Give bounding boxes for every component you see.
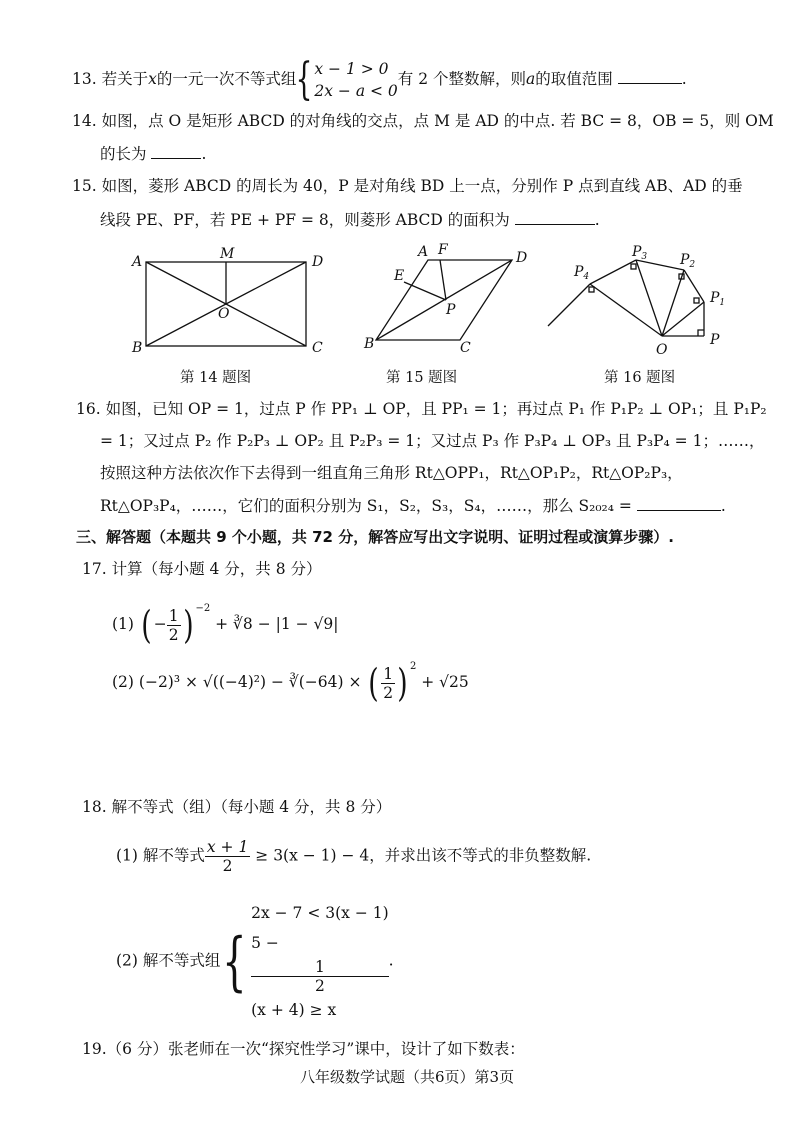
- fig16-label-P: P: [710, 332, 720, 348]
- fig16-label-P3: $P_3$: [632, 244, 648, 262]
- q17-header: 17. 计算（每小题 4 分，共 8 分）: [82, 560, 322, 578]
- fig14-label-D: D: [312, 254, 324, 270]
- section-3-title: 三、解答题（本题共 9 个小题，共 72 分，解答应写出文字说明、证明过程或演算步骤）.: [76, 528, 674, 546]
- fig14-caption: 第 14 题图: [180, 370, 252, 386]
- q17-part2: (2) (−2)³ × √((−4)²) − ∛(−64) × ( $\frac{1}{2}$ ) $^2$ + √25: [112, 661, 469, 705]
- fig15-label-F: F: [438, 242, 448, 258]
- q16-answer-blank: [637, 494, 721, 511]
- fig15-label-C: C: [460, 340, 471, 356]
- q18-system: 2x − 7 < 3(x − 1) 5 − 1 2 (x + 4) ≥ x: [251, 904, 389, 1019]
- fig15-label-B: B: [364, 336, 375, 352]
- fig14-label-C: C: [312, 340, 323, 356]
- fig14-label-M: M: [220, 246, 235, 262]
- q13-system: x − 1 > 0 2x − a < 0: [314, 60, 398, 100]
- figure-14: [146, 262, 306, 346]
- figure-16: [548, 260, 704, 336]
- page-footer: 八年级数学试题（共6页）第3页: [300, 1068, 515, 1086]
- fig14-label-B: B: [132, 340, 143, 356]
- q14-line2: 的长为 .: [100, 142, 206, 165]
- fig15-caption: 第 15 题图: [386, 370, 458, 386]
- q15-answer-blank: [515, 208, 595, 225]
- q18-header: 18. 解不等式（组）（每小题 4 分，共 8 分）: [82, 798, 392, 816]
- fig16-label-O: O: [656, 342, 668, 358]
- fig16-label-P4: $P_4$: [574, 264, 590, 282]
- q14-answer-blank: [151, 142, 201, 159]
- fig14-label-A: A: [132, 254, 143, 270]
- q16-line3: 按照这种方法依次作下去得到一组直角三角形 Rt△OPP₁，Rt△OP₁P₂，Rt△OP₂P₃，: [100, 464, 683, 482]
- q18-part1: (1) 解不等式 $\frac{x + 1}{2}$ ≥ 3(x − 1) − 4，并求出该不等式的非负整数解.: [116, 838, 592, 875]
- fig15-label-E: E: [394, 268, 405, 284]
- q16-line4: Rt△OP₃P₄，……，它们的面积分别为 S₁，S₂，S₃，S₄，……，那么 S₂₀₂₄ = .: [100, 494, 726, 517]
- q19: 19.（6 分）张老师在一次“探究性学习”课中，设计了如下数表：: [82, 1040, 525, 1058]
- q15-line1: 15. 如图，菱形 ABCD 的周长为 40，P 是对角线 BD 上一点，分别作 P 点到直线 AB、AD 的垂: [72, 177, 743, 195]
- figures: [0, 240, 794, 380]
- q13: 13. 若关于x的一元一次不等式组{ x − 1 > 0 2x − a < 0 有 2 个整数解，则a的取值范围 .: [72, 54, 687, 105]
- fig15-label-P: P: [446, 302, 456, 318]
- q13-brace: {: [295, 54, 313, 105]
- fig14-label-O: O: [218, 306, 230, 322]
- fig15-label-A: A: [418, 244, 429, 260]
- q16-line1: 16. 如图，已知 OP = 1，过点 P 作 PP₁ ⊥ OP，且 PP₁ = 1；再过点 P₁ 作 P₁P₂ ⊥ OP₁；且 P₁P₂: [76, 400, 767, 418]
- q18-part2: (2) 解不等式组{ 2x − 7 < 3(x − 1) 5 − 1 2 (x + 4) ≥ x .: [116, 898, 394, 1025]
- q15-line2: 线段 PE、PF，若 PE + PF = 8，则菱形 ABCD 的面积为 .: [100, 208, 600, 231]
- q16-line2: = 1；又过点 P₂ 作 P₂P₃ ⊥ OP₂ 且 P₂P₃ = 1；又过点 P₃ 作 P₃P₄ ⊥ OP₃ 且 P₃P₄ = 1；……，: [100, 432, 765, 450]
- q13-answer-blank: [618, 67, 682, 84]
- fig16-label-P1: $P_1$: [710, 290, 726, 308]
- fig16-caption: 第 16 题图: [604, 370, 676, 386]
- q14-line1: 14. 如图，点 O 是矩形 ABCD 的对角线的交点，点 M 是 AD 的中点. 若 BC = 8，OB = 5，则 OM: [72, 112, 774, 130]
- fig16-label-P2: $P_2$: [680, 252, 696, 270]
- q18-brace: {: [222, 924, 247, 999]
- fig15-label-D: D: [516, 250, 528, 266]
- q17-part1: (1) ( − $\frac{1}{2}$ ) $^{-2}$ + ∛8 − |1 − √9|: [112, 603, 339, 647]
